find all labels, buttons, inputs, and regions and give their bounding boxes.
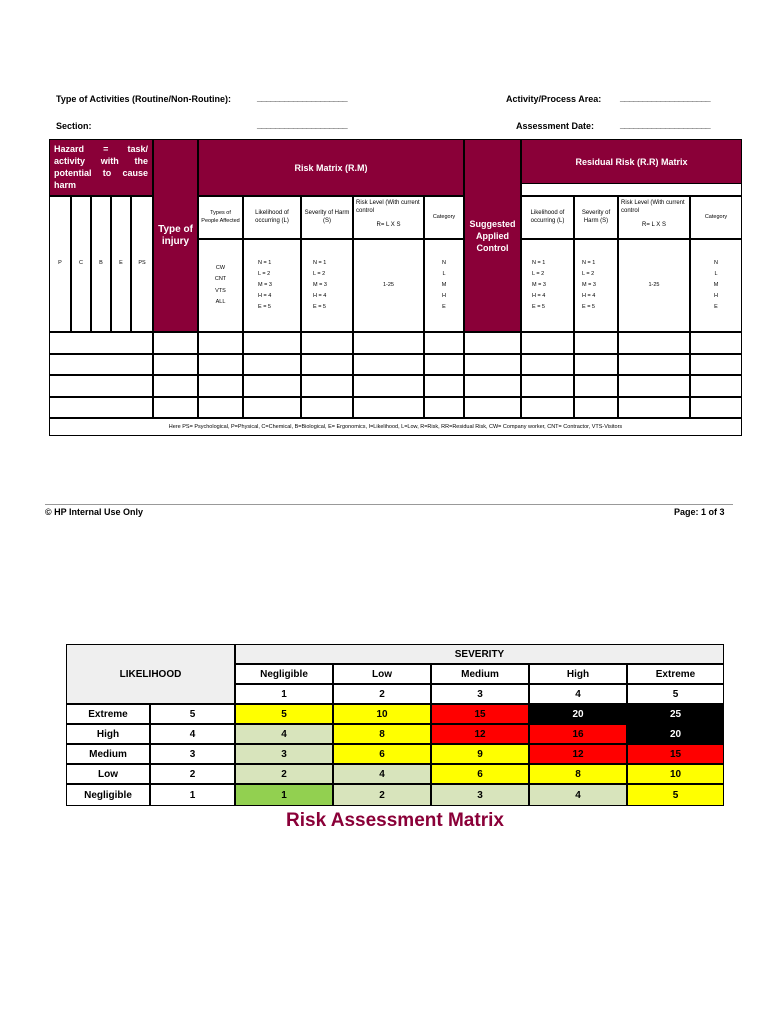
- risk-cell: 3: [235, 744, 333, 764]
- category-value: L: [714, 270, 718, 277]
- risk-cell: 12: [529, 744, 627, 764]
- risk-cell: 9: [431, 744, 529, 764]
- hazard-col-p: P: [49, 196, 71, 332]
- assessment-date-field[interactable]: ____________________: [620, 120, 711, 130]
- table-cell[interactable]: [618, 397, 690, 418]
- scale-value: L = 2: [258, 270, 271, 277]
- likelihood-label: High: [66, 724, 150, 744]
- table-cell[interactable]: [464, 332, 521, 354]
- category-value: M: [713, 281, 719, 288]
- table-cell[interactable]: [353, 332, 424, 354]
- section-field[interactable]: ____________________: [257, 120, 348, 130]
- hazard-col-e: E: [111, 196, 131, 332]
- risk-cell: 10: [627, 764, 724, 784]
- scale-value: L = 2: [532, 270, 545, 277]
- risk-cell: 12: [431, 724, 529, 744]
- table-cell[interactable]: [574, 375, 618, 397]
- table-cell[interactable]: [690, 354, 742, 375]
- likelihood-value: 3: [150, 744, 235, 764]
- table-cell[interactable]: [618, 375, 690, 397]
- risk-cell: 20: [627, 724, 724, 744]
- table-cell[interactable]: [424, 332, 464, 354]
- table-cell[interactable]: [49, 332, 153, 354]
- rm-risk-level-header: [353, 196, 424, 239]
- category-value: H: [714, 293, 718, 300]
- table-cell[interactable]: [301, 375, 353, 397]
- severity-label: Negligible: [235, 664, 333, 684]
- scale-value: N = 1: [582, 259, 596, 266]
- table-cell[interactable]: [618, 332, 690, 354]
- table-cell[interactable]: [301, 332, 353, 354]
- scale-value: E = 5: [258, 304, 271, 311]
- table-cell[interactable]: [243, 354, 301, 375]
- table-cell[interactable]: [690, 375, 742, 397]
- category-value: M: [441, 281, 447, 288]
- risk-cell: 15: [431, 704, 529, 724]
- risk-cell: 6: [333, 744, 431, 764]
- scale-value: H = 4: [313, 293, 327, 300]
- table-cell[interactable]: [574, 332, 618, 354]
- severity-label: High: [529, 664, 627, 684]
- rr-likelihood-header: Likelihood of occurring (L): [521, 196, 574, 239]
- scale-value: L = 2: [313, 270, 326, 277]
- severity-value: 3: [431, 684, 529, 704]
- people-value: VTS: [215, 287, 226, 294]
- severity-label: Low: [333, 664, 431, 684]
- section-label: Section:: [56, 121, 92, 131]
- risk-cell: 8: [333, 724, 431, 744]
- severity-header: SEVERITY: [235, 644, 724, 664]
- table-cell[interactable]: [521, 332, 574, 354]
- severity-value: 4: [529, 684, 627, 704]
- rr-likelihood-values: [521, 239, 574, 332]
- table-cell[interactable]: [301, 397, 353, 418]
- rm-severity-values: [301, 239, 353, 332]
- likelihood-value: 1: [150, 784, 235, 806]
- suggested-control-header: Suggested Applied Control: [464, 139, 521, 332]
- risk-cell: 10: [333, 704, 431, 724]
- rm-range: 1-25: [353, 239, 424, 332]
- scale-value: E = 5: [582, 304, 595, 311]
- table-cell[interactable]: [424, 354, 464, 375]
- scale-value: E = 5: [532, 304, 545, 311]
- table-cell[interactable]: [198, 375, 243, 397]
- hazard-col-c: C: [71, 196, 91, 332]
- table-cell[interactable]: [424, 397, 464, 418]
- rm-likelihood-values: [243, 239, 301, 332]
- scale-value: N = 1: [258, 259, 272, 266]
- risk-cell: 4: [235, 724, 333, 744]
- scale-value: H = 4: [258, 293, 272, 300]
- severity-label: Extreme: [627, 664, 724, 684]
- rr-severity-values: [574, 239, 618, 332]
- people-value: CNT: [214, 276, 227, 283]
- rm-people-header: Types of People Affected: [198, 196, 243, 239]
- rm-formula: R= L X S: [376, 221, 401, 228]
- page-number: Page: 1 of 3: [674, 507, 725, 517]
- rm-category-header: Category: [424, 196, 464, 239]
- likelihood-label: Extreme: [66, 704, 150, 724]
- table-cell[interactable]: [301, 354, 353, 375]
- hazard-header: Hazard = task/ activity with the potential to cause harm: [49, 139, 153, 196]
- risk-cell: 25: [627, 704, 724, 724]
- rr-risk-level-header: [618, 196, 690, 239]
- table-cell[interactable]: [198, 397, 243, 418]
- table-cell[interactable]: [243, 375, 301, 397]
- table-cell[interactable]: [153, 375, 198, 397]
- rr-severity-header: Severity of Harm (S): [574, 196, 618, 239]
- risk-cell: 8: [529, 764, 627, 784]
- rr-formula: R= L X S: [642, 221, 666, 228]
- likelihood-label: Medium: [66, 744, 150, 764]
- scale-value: H = 4: [532, 293, 546, 300]
- process-area-field[interactable]: ____________________: [620, 93, 711, 103]
- scale-value: M = 3: [258, 281, 272, 288]
- footer-divider: [45, 504, 733, 505]
- risk-cell: 4: [333, 764, 431, 784]
- severity-value: 1: [235, 684, 333, 704]
- risk-cell: 2: [333, 784, 431, 806]
- people-value: CW: [215, 265, 226, 272]
- table-cell[interactable]: [690, 397, 742, 418]
- table-cell[interactable]: [198, 354, 243, 375]
- hazard-col-ps: PS: [131, 196, 153, 332]
- category-value: E: [442, 304, 446, 311]
- scale-value: E = 5: [313, 304, 326, 311]
- table-cell[interactable]: [353, 397, 424, 418]
- scale-value: M = 3: [582, 281, 596, 288]
- table-cell[interactable]: [153, 332, 198, 354]
- risk-cell: 5: [235, 704, 333, 724]
- table-cell[interactable]: [521, 397, 574, 418]
- category-value: N: [714, 259, 718, 266]
- risk-cell: 20: [529, 704, 627, 724]
- table-cell[interactable]: [464, 397, 521, 418]
- scale-value: N = 1: [532, 259, 546, 266]
- likelihood-header: LIKELIHOOD: [66, 644, 235, 704]
- table-cell[interactable]: [424, 375, 464, 397]
- table-cell[interactable]: [198, 332, 243, 354]
- risk-cell: 6: [431, 764, 529, 784]
- copyright-text: © HP Internal Use Only: [45, 507, 143, 517]
- table-cell[interactable]: [521, 375, 574, 397]
- severity-value: 2: [333, 684, 431, 704]
- scale-value: L = 2: [582, 270, 595, 277]
- residual-spacer: [521, 184, 742, 196]
- severity-value: 5: [627, 684, 724, 704]
- table-cell[interactable]: [153, 354, 198, 375]
- rr-range: 1-25: [618, 239, 690, 332]
- process-area-label: Activity/Process Area:: [506, 94, 602, 104]
- rm-severity-header: Severity of Harm (S): [301, 196, 353, 239]
- category-value: N: [442, 259, 446, 266]
- risk-cell: 3: [431, 784, 529, 806]
- risk-cell: 16: [529, 724, 627, 744]
- rr-category-values: [690, 239, 742, 332]
- assessment-date-label: Assessment Date:: [516, 121, 595, 131]
- risk-cell: 5: [627, 784, 724, 806]
- table-cell[interactable]: [574, 354, 618, 375]
- table-cell[interactable]: [574, 397, 618, 418]
- rr-risk-level-text: Risk Level (With current control: [621, 200, 685, 214]
- table-cell[interactable]: [243, 397, 301, 418]
- risk-cell: 15: [627, 744, 724, 764]
- scale-value: M = 3: [313, 281, 327, 288]
- rr-category-header: Category: [690, 196, 742, 239]
- risk-cell: 2: [235, 764, 333, 784]
- scale-value: N = 1: [313, 259, 327, 266]
- table-cell[interactable]: [690, 332, 742, 354]
- rm-risk-level-text: Risk Level (With current control: [356, 200, 420, 214]
- rm-category-values: [424, 239, 464, 332]
- table-cell[interactable]: [49, 397, 153, 418]
- table-cell[interactable]: [353, 375, 424, 397]
- matrix-title: Risk Assessment Matrix: [286, 810, 504, 831]
- risk-cell: 4: [529, 784, 627, 806]
- category-value: L: [442, 270, 446, 277]
- table-legend: Here PS= Psychological, P=Physical, C=Chemical, B=Biological, E= Ergonomics, I=Likelihood, L=Low, R=Risk, RR=Residual Risk, CW= Company worker, CNT= Contractor, VTS-Visitors: [49, 418, 742, 436]
- table-cell[interactable]: [243, 332, 301, 354]
- scale-value: M = 3: [532, 281, 546, 288]
- table-cell[interactable]: [464, 354, 521, 375]
- activity-type-label: Type of Activities (Routine/Non-Routine):: [56, 94, 231, 104]
- table-cell[interactable]: [49, 354, 153, 375]
- activity-type-field[interactable]: ____________________: [257, 93, 348, 103]
- type-of-injury-header: Type of injury: [153, 139, 198, 332]
- people-value: ALL: [215, 298, 226, 305]
- category-value: H: [442, 293, 446, 300]
- category-value: E: [714, 304, 718, 311]
- risk-cell: 1: [235, 784, 333, 806]
- rm-people-values: [198, 239, 243, 332]
- table-cell[interactable]: [521, 354, 574, 375]
- table-cell[interactable]: [153, 397, 198, 418]
- table-cell[interactable]: [618, 354, 690, 375]
- table-cell[interactable]: [464, 375, 521, 397]
- likelihood-label: Low: [66, 764, 150, 784]
- residual-risk-header: Residual Risk (R.R) Matrix: [521, 139, 742, 184]
- rm-likelihood-header: Likelihood of occurring (L): [243, 196, 301, 239]
- likelihood-value: 4: [150, 724, 235, 744]
- likelihood-label: Negligible: [66, 784, 150, 806]
- risk-matrix-header: Risk Matrix (R.M): [198, 139, 464, 196]
- likelihood-value: 2: [150, 764, 235, 784]
- scale-value: H = 4: [582, 293, 596, 300]
- severity-label: Medium: [431, 664, 529, 684]
- likelihood-value: 5: [150, 704, 235, 724]
- table-cell[interactable]: [353, 354, 424, 375]
- hazard-col-b: B: [91, 196, 111, 332]
- table-cell[interactable]: [49, 375, 153, 397]
